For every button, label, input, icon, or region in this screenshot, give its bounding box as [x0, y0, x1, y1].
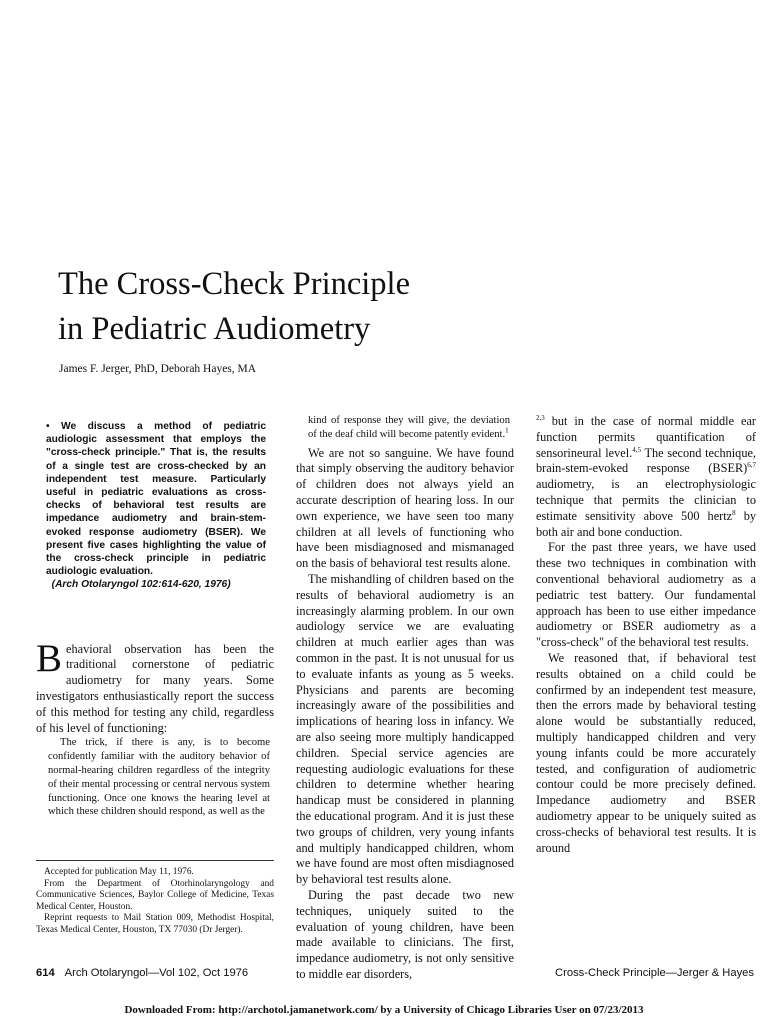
- reference-2-3: 2,3: [536, 413, 545, 422]
- reference-8: 8: [732, 508, 736, 517]
- column-3: [536, 414, 756, 856]
- abstract-text: • We discuss a method of pediatric audiologic assessment that employs the "cross-check principle." That is, the results of a single test are cross-checked by an independent test measure. Particularly useful in pediatric evaluations as cross-checks of behavioral test results are impedance audiometry and brain-stem-evoked response audiometry (BSER). We present five cases highlighting the value of the cross-check principle in pediatric audiologic evaluation.: [46, 421, 266, 578]
- footnote-accepted: Accepted for publication May 11, 1976.: [44, 867, 194, 877]
- running-title: Cross-Check Principle—Jerger & Hayes: [555, 967, 754, 979]
- intro-text: ehavioral observation has been the traditional cornerstone of pediatric audiometry for many years. Some investigators enthusiastically report the success of this method for testing any child, regardless of his level of functioning:: [36, 641, 274, 735]
- abstract: [46, 420, 266, 592]
- footnote-affiliation: From the Department of Otorhinolaryngology and Communicative Sciences, Baylor College of Medicine, Texas Medical Center, Houston.: [36, 878, 274, 912]
- body-paragraph-3: The mishandling of children based on the results of behavioral audiometry is an increasingly alarming problem. In our own audiology service we are evaluating children at much earlier ages than was common in the past. It is not unusual for us to evaluate infants as young as 5 weeks. Physicians and parents are becoming increasingly aware of the possibilities and implications of hearing loss in infancy. We are also seeing more multiply handicapped children. Special service agencies are requesting audiologic evaluations for these children to determine whether hearing handicap must be considered in planning the educational program. And it is just these two groups of children, very young infants and multiply handicapped children, whom we have found are most often misdiagnosed by behavioral test results alone.: [296, 571, 514, 887]
- footnote-divider: [36, 860, 274, 861]
- footnotes: [36, 867, 274, 937]
- article-title: [58, 262, 738, 352]
- body-paragraph-4-start: During the past decade two new techniques, uniquely suited to the evaluation of young children, have been made available to clinicians. The first, impedance audiometry, is not only sensitive to middle ear disorders,: [296, 887, 514, 981]
- reference-6-7: 6,7: [747, 461, 756, 470]
- block-quote-part-2: kind of response they will give, the deviation of the deaf child will become patently evident.$^1$: [308, 415, 510, 440]
- title-line-1: The Cross-Check Principle: [58, 266, 411, 302]
- title-line-2: in Pediatric Audiometry: [58, 311, 371, 347]
- journal-citation: Arch Otolaryngol—Vol 102, Oct 1976: [64, 967, 249, 979]
- block-quote-part-1: The trick, if there is any, is to become confidently familiar with the auditory behavior of normal-hearing children regardless of the integrity of their mental processing or central nervous system functioning. Once one knows the hearing level at which these children should respond, as well as the: [48, 737, 270, 818]
- abstract-citation: (Arch Otolaryngol 102:614-620, 1976): [51, 579, 231, 591]
- reference-1: 1: [505, 426, 509, 435]
- column-1: [36, 414, 274, 819]
- column-2: [296, 414, 514, 983]
- drop-cap: B: [36, 636, 63, 680]
- page-number: 614: [36, 967, 55, 979]
- body-paragraph-2: We are not so sanguine. We have found that simply observing the auditory behavior of children does not always yield an accurate description of hearing loss. In our own experience, we have seen too many children at all levels of functioning who have been misdiagnosed and mismanaged on the basis of behavioral test results alone.: [296, 445, 514, 571]
- page-folio: [36, 967, 248, 979]
- body-paragraph-4-cont: $^{2,3}$ but in the case of normal middle ear function permits quantification of sensorineural level.$^{4,5}$ The second technique, brain-stem-evoked response (BSER)$^{6,7}$ audiometry, is an electrophysiologic technique that permits the clinician to estimate sensitivity above 500 hertz$^8$ by both air and bone conduction.: [536, 413, 756, 539]
- intro-paragraph: [36, 636, 274, 737]
- author-line: James F. Jerger, PhD, Deborah Hayes, MA: [59, 363, 257, 375]
- reference-4-5: 4,5: [632, 445, 641, 454]
- footnote-reprint: Reprint requests to Mail Station 009, Methodist Hospital, Texas Medical Center, Houston, TX 77030 (Dr Jerger).: [36, 913, 274, 935]
- body-paragraph-6: We reasoned that, if behavioral test results obtained on a child could be confirmed by an independent test measure, then the errors made by behavioral testing alone would be substantially reduced, multiply handicapped children and very young infants could be more accurately tested, and configuration of audiometric contour could be more precisely defined. Impedance audiometry and BSER audiometry appear to be uniquely suited as cross-checks of behavioral test results. It is around: [536, 650, 756, 855]
- download-notice: Downloaded From: http://archotol.jamanetwork.com/ by a University of Chicago Libraries User on 07/23/2013: [124, 1004, 644, 1016]
- body-paragraph-5: For the past three years, we have used these two techniques in combination with conventional behavioral audiometry as a pediatric test battery. Our fundamental approach has been to use either impedance audiometry or BSER audiometry as a "cross-check" of the behavioral test results.: [536, 540, 756, 650]
